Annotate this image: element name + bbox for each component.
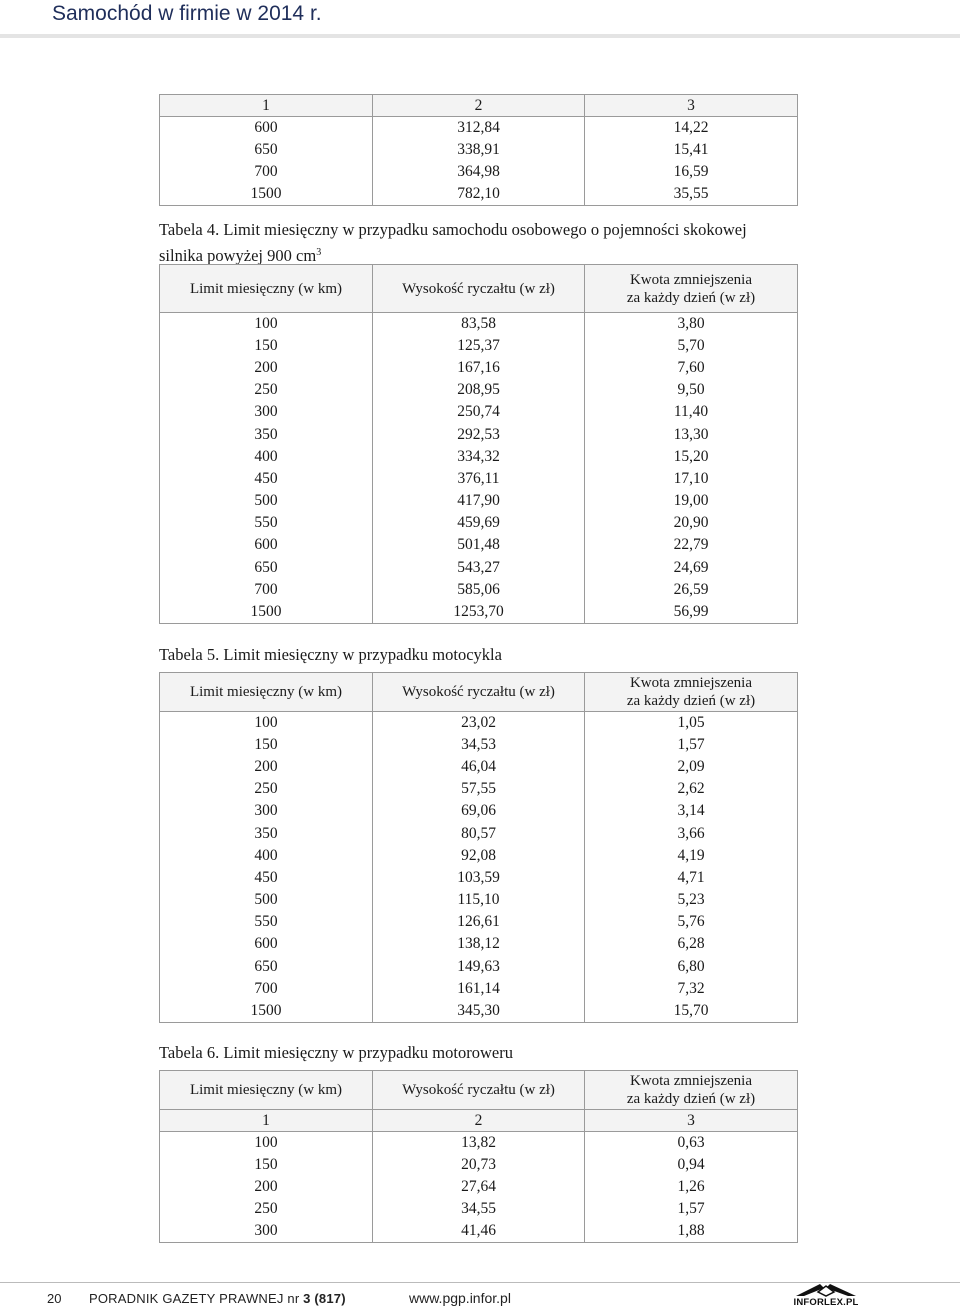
table-row (160, 557, 798, 579)
table-row (160, 778, 798, 800)
table-row (160, 579, 798, 601)
table-cell: 7,32 (585, 978, 798, 1000)
page-title: Samochód w firmie w 2014 r. (52, 2, 322, 25)
table-cell: 600 (160, 933, 373, 955)
table-header-row (160, 1071, 798, 1110)
column-number: 1 (160, 95, 373, 117)
table-row (160, 956, 798, 978)
table4-caption-line1: Tabela 4. Limit miesięczny w przypadku samochodu osobowego o pojemności skokowej (159, 220, 747, 239)
table-row (160, 357, 798, 379)
table-cell: 600 (160, 534, 373, 556)
table-cell: 1500 (160, 183, 373, 205)
table-header-row (160, 673, 798, 712)
table-cell: 700 (160, 978, 373, 1000)
table-row (160, 468, 798, 490)
table-top-continuation (159, 94, 798, 206)
table-cell: 450 (160, 867, 373, 889)
table-row (160, 1198, 798, 1220)
table-cell: 23,02 (373, 712, 585, 734)
table-cell: 650 (160, 139, 373, 161)
table-cell: 376,11 (373, 468, 585, 490)
table-row (160, 534, 798, 556)
table-row (160, 401, 798, 423)
table-cell: 115,10 (373, 889, 585, 911)
table-cell: 20,73 (373, 1154, 585, 1176)
table-cell: 700 (160, 161, 373, 183)
table-cell: 550 (160, 911, 373, 933)
column-header: Wysokość ryczałtu (w zł) (373, 673, 585, 712)
table-row (160, 734, 798, 756)
table-cell: 300 (160, 800, 373, 822)
table-cell: 250 (160, 379, 373, 401)
column-header (585, 1071, 798, 1110)
table-cell: 103,59 (373, 867, 585, 889)
table-cell: 34,53 (373, 734, 585, 756)
table-cell: 338,91 (373, 139, 585, 161)
table-cell: 4,19 (585, 845, 798, 867)
table-cell: 650 (160, 956, 373, 978)
table-cell: 69,06 (373, 800, 585, 822)
table-cell: 200 (160, 756, 373, 778)
table-cell: 5,23 (585, 889, 798, 911)
table-cell: 100 (160, 1132, 373, 1154)
table-cell: 400 (160, 845, 373, 867)
table-cell: 27,64 (373, 1176, 585, 1198)
table-cell: 1,05 (585, 712, 798, 734)
table-cell: 26,59 (585, 579, 798, 601)
table-cell: 167,16 (373, 357, 585, 379)
superscript: 3 (316, 247, 322, 258)
table-cell: 459,69 (373, 512, 585, 534)
column-header (585, 673, 798, 712)
table-cell: 543,27 (373, 557, 585, 579)
table-cell: 9,50 (585, 379, 798, 401)
logo-text: INFORLEX.PL (793, 1297, 859, 1308)
table-cell: 501,48 (373, 534, 585, 556)
table-row (160, 601, 798, 623)
table-cell: 250 (160, 1198, 373, 1220)
table4 (159, 264, 798, 624)
table-cell: 1253,70 (373, 601, 585, 623)
table-row (160, 335, 798, 357)
table-row (160, 800, 798, 822)
column-header: Limit miesięczny (w km) (160, 1071, 373, 1110)
table-cell: 1,26 (585, 1176, 798, 1198)
table-row (160, 161, 798, 183)
table-cell: 1500 (160, 1000, 373, 1022)
table-cell: 15,20 (585, 446, 798, 468)
table-cell: 35,55 (585, 183, 798, 205)
table-cell: 250,74 (373, 401, 585, 423)
table-cell: 150 (160, 734, 373, 756)
table-column-numbers (160, 95, 798, 117)
table-cell: 149,63 (373, 956, 585, 978)
table-cell: 292,53 (373, 423, 585, 445)
table-cell: 250 (160, 778, 373, 800)
table5-body (160, 712, 798, 1023)
table4-caption (159, 218, 819, 267)
table5-caption: Tabela 5. Limit miesięczny w przypadku motocykla (159, 645, 502, 664)
header-divider (0, 34, 960, 38)
table-row (160, 712, 798, 734)
table-row (160, 379, 798, 401)
inforlex-logo (790, 1282, 862, 1308)
table-cell: 208,95 (373, 379, 585, 401)
column-header: Wysokość ryczałtu (w zł) (373, 265, 585, 313)
table-cell: 150 (160, 335, 373, 357)
table-cell: 400 (160, 446, 373, 468)
table-row (160, 1176, 798, 1198)
table-cell: 6,28 (585, 933, 798, 955)
column-number: 2 (373, 1110, 585, 1132)
table-row (160, 139, 798, 161)
page-footer (0, 1282, 960, 1308)
table-cell: 34,55 (373, 1198, 585, 1220)
table-cell: 1,57 (585, 1198, 798, 1220)
table-row (160, 1154, 798, 1176)
column-header (585, 265, 798, 313)
table-cell: 150 (160, 1154, 373, 1176)
table-cell: 450 (160, 468, 373, 490)
table-cell: 2,09 (585, 756, 798, 778)
header-line: za każdy dzień (w zł) (626, 693, 756, 709)
table-cell: 1,57 (585, 734, 798, 756)
table-cell: 46,04 (373, 756, 585, 778)
table-cell: 100 (160, 712, 373, 734)
logo-icon (790, 1282, 862, 1298)
table-cell: 334,32 (373, 446, 585, 468)
table-cell: 15,41 (585, 139, 798, 161)
table-cell: 2,62 (585, 778, 798, 800)
column-number: 3 (585, 95, 798, 117)
table-row (160, 183, 798, 205)
table-cell: 0,63 (585, 1132, 798, 1154)
table-cell: 585,06 (373, 579, 585, 601)
website-link[interactable]: www.pgp.infor.pl (409, 1290, 511, 1306)
header-line: za każdy dzień (w zł) (626, 1091, 756, 1107)
table-cell: 13,30 (585, 423, 798, 445)
table-cell: 345,30 (373, 1000, 585, 1022)
table-cell: 83,58 (373, 313, 585, 335)
column-number: 2 (373, 95, 585, 117)
table-cell: 0,94 (585, 1154, 798, 1176)
table-cell: 22,79 (585, 534, 798, 556)
table-row (160, 1000, 798, 1022)
table-cell: 16,59 (585, 161, 798, 183)
column-number: 1 (160, 1110, 373, 1132)
table-cell: 4,71 (585, 867, 798, 889)
table-cell: 14,22 (585, 117, 798, 139)
table-cell: 100 (160, 313, 373, 335)
table-row (160, 867, 798, 889)
table-cell: 7,60 (585, 357, 798, 379)
table-cell: 24,69 (585, 557, 798, 579)
table-row (160, 978, 798, 1000)
table-cell: 17,10 (585, 468, 798, 490)
table-cell: 650 (160, 557, 373, 579)
table6 (159, 1070, 798, 1243)
table-cell: 80,57 (373, 822, 585, 844)
table4-caption-text: silnika powyżej 900 cm (159, 246, 317, 265)
table-cell: 200 (160, 357, 373, 379)
column-number: 3 (585, 1110, 798, 1132)
table-row (160, 756, 798, 778)
table-cell: 6,80 (585, 956, 798, 978)
table-row (160, 889, 798, 911)
table-cell: 700 (160, 579, 373, 601)
column-header: Limit miesięczny (w km) (160, 673, 373, 712)
table4-body (160, 313, 798, 624)
table-row (160, 117, 798, 139)
table-cell: 550 (160, 512, 373, 534)
table-cell: 782,10 (373, 183, 585, 205)
table-header-row (160, 265, 798, 313)
table6-body (160, 1132, 798, 1243)
table-cell: 15,70 (585, 1000, 798, 1022)
table-cell: 300 (160, 401, 373, 423)
header-line: za każdy dzień (w zł) (626, 289, 756, 306)
table-cell: 500 (160, 490, 373, 512)
table-cell: 19,00 (585, 490, 798, 512)
publication-name (89, 1291, 346, 1306)
page-header (0, 0, 960, 36)
table-cell: 161,14 (373, 978, 585, 1000)
table-row (160, 911, 798, 933)
table-row (160, 446, 798, 468)
publication-prefix: PORADNIK GAZETY PRAWNEJ nr (89, 1291, 304, 1306)
table-cell: 11,40 (585, 401, 798, 423)
issue-paren: (817) (314, 1291, 346, 1306)
table-cell: 350 (160, 423, 373, 445)
table-column-numbers (160, 1110, 798, 1132)
table-cell: 126,61 (373, 911, 585, 933)
table-cell: 300 (160, 1220, 373, 1242)
page-number: 20 (47, 1291, 62, 1306)
header-line: Kwota zmniejszenia (629, 1073, 753, 1089)
table-cell: 1,88 (585, 1220, 798, 1242)
table-cell: 350 (160, 822, 373, 844)
table-cell: 92,08 (373, 845, 585, 867)
table-row (160, 1132, 798, 1154)
table-cell: 13,82 (373, 1132, 585, 1154)
table-cell: 3,14 (585, 800, 798, 822)
table-row (160, 490, 798, 512)
table-cell: 56,99 (585, 601, 798, 623)
table-row (160, 313, 798, 335)
table-row (160, 933, 798, 955)
table-cell: 20,90 (585, 512, 798, 534)
table-cell: 3,80 (585, 313, 798, 335)
table-cell: 312,84 (373, 117, 585, 139)
issue-number: 3 (303, 1291, 311, 1306)
table-cell: 1500 (160, 601, 373, 623)
table-row (160, 822, 798, 844)
table-cell: 500 (160, 889, 373, 911)
table-cell: 125,37 (373, 335, 585, 357)
table-cell: 5,70 (585, 335, 798, 357)
table-row (160, 423, 798, 445)
column-header: Wysokość ryczałtu (w zł) (373, 1071, 585, 1110)
column-header: Limit miesięczny (w km) (160, 265, 373, 313)
table-row (160, 1220, 798, 1242)
table-cell: 200 (160, 1176, 373, 1198)
table-cell: 41,46 (373, 1220, 585, 1242)
table-cell: 5,76 (585, 911, 798, 933)
header-line: Kwota zmniejszenia (629, 271, 753, 288)
table-cell: 138,12 (373, 933, 585, 955)
table-cell: 417,90 (373, 490, 585, 512)
table-cell: 600 (160, 117, 373, 139)
table-cell: 364,98 (373, 161, 585, 183)
table5 (159, 672, 798, 1023)
table6-caption: Tabela 6. Limit miesięczny w przypadku motoroweru (159, 1043, 513, 1062)
table-cell: 3,66 (585, 822, 798, 844)
table-row (160, 845, 798, 867)
table-cell: 57,55 (373, 778, 585, 800)
table-row (160, 512, 798, 534)
header-line: Kwota zmniejszenia (629, 675, 753, 691)
